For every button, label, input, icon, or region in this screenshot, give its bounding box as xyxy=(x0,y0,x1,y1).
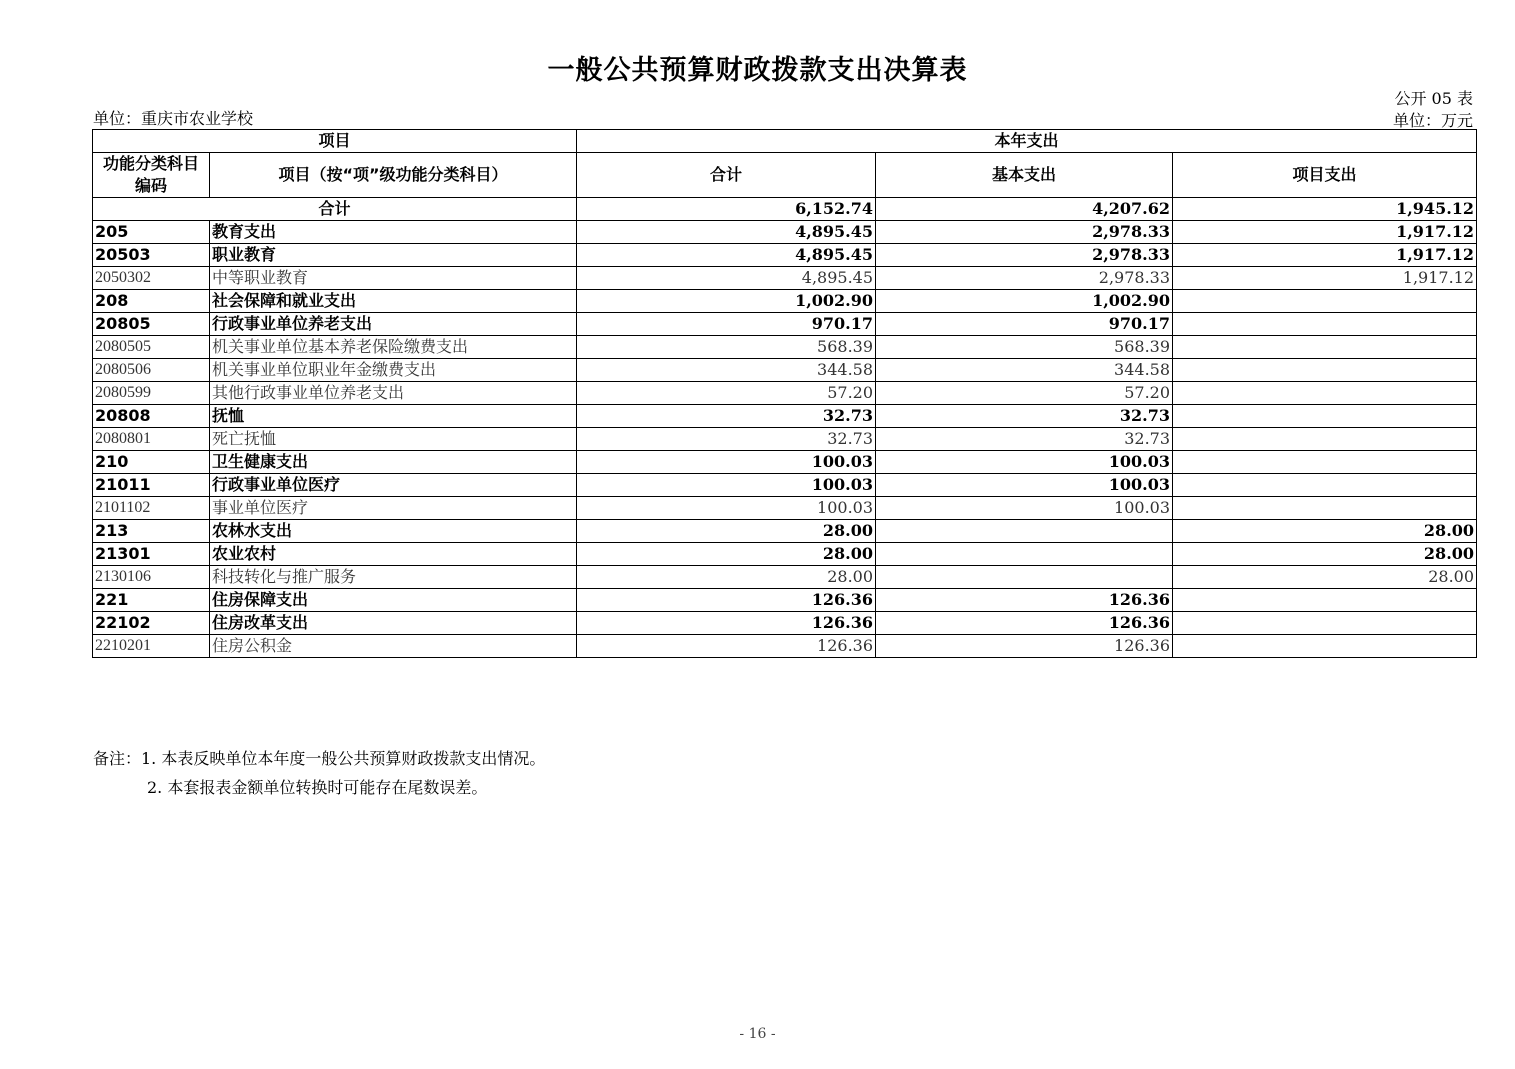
row-name: 住房公积金 xyxy=(210,635,577,658)
row-code: 2080599 xyxy=(93,382,210,405)
table-row xyxy=(93,543,1477,566)
currency-unit: 单位：万元 xyxy=(1392,111,1473,130)
row-name: 卫生健康支出 xyxy=(210,451,577,474)
row-basic: 100.03 xyxy=(876,497,1173,520)
row-code: 2080505 xyxy=(93,336,210,359)
row-project: 28.00 xyxy=(1173,566,1477,589)
row-code: 20808 xyxy=(93,405,210,428)
row-name: 住房保障支出 xyxy=(210,589,577,612)
row-basic: 100.03 xyxy=(876,474,1173,497)
row-name: 农业农村 xyxy=(210,543,577,566)
table-row xyxy=(93,428,1477,451)
row-total: 100.03 xyxy=(577,474,876,497)
row-basic: 2,978.33 xyxy=(876,267,1173,290)
row-total: 57.20 xyxy=(577,382,876,405)
row-project xyxy=(1173,359,1477,382)
row-code: 20805 xyxy=(93,313,210,336)
row-code: 210 xyxy=(93,451,210,474)
row-project: 1,917.12 xyxy=(1173,221,1477,244)
table-row xyxy=(93,566,1477,589)
total-amount: 6,152.74 xyxy=(577,198,876,221)
header-basic: 基本支出 xyxy=(876,153,1173,198)
row-total: 32.73 xyxy=(577,428,876,451)
row-project xyxy=(1173,612,1477,635)
row-total: 4,895.45 xyxy=(577,244,876,267)
row-project xyxy=(1173,290,1477,313)
row-total: 970.17 xyxy=(577,313,876,336)
table-row xyxy=(93,290,1477,313)
row-total: 28.00 xyxy=(577,566,876,589)
table-row xyxy=(93,336,1477,359)
row-basic: 344.58 xyxy=(876,359,1173,382)
header-project-expense: 项目支出 xyxy=(1173,153,1477,198)
row-total: 28.00 xyxy=(577,520,876,543)
header-code: 功能分类科目编码 xyxy=(93,153,210,198)
row-code: 2080506 xyxy=(93,359,210,382)
row-basic: 126.36 xyxy=(876,589,1173,612)
row-code: 2101102 xyxy=(93,497,210,520)
row-project xyxy=(1173,635,1477,658)
table-row xyxy=(93,474,1477,497)
row-code: 2210201 xyxy=(93,635,210,658)
row-basic: 32.73 xyxy=(876,405,1173,428)
row-total: 126.36 xyxy=(577,612,876,635)
row-basic xyxy=(876,566,1173,589)
row-project: 1,917.12 xyxy=(1173,267,1477,290)
row-name: 行政事业单位养老支出 xyxy=(210,313,577,336)
row-basic: 2,978.33 xyxy=(876,221,1173,244)
row-total: 4,895.45 xyxy=(577,267,876,290)
row-code: 2130106 xyxy=(93,566,210,589)
row-basic: 57.20 xyxy=(876,382,1173,405)
row-name: 社会保障和就业支出 xyxy=(210,290,577,313)
table-row xyxy=(93,382,1477,405)
row-total: 1,002.90 xyxy=(577,290,876,313)
row-name: 教育支出 xyxy=(210,221,577,244)
row-project xyxy=(1173,405,1477,428)
row-project xyxy=(1173,382,1477,405)
row-name: 行政事业单位医疗 xyxy=(210,474,577,497)
row-name: 住房改革支出 xyxy=(210,612,577,635)
table-row xyxy=(93,612,1477,635)
table-row xyxy=(93,451,1477,474)
table-row xyxy=(93,589,1477,612)
header-item: 项目（按“项”级功能分类科目） xyxy=(210,153,577,198)
row-code: 21011 xyxy=(93,474,210,497)
table-row xyxy=(93,635,1477,658)
header-project: 项目 xyxy=(93,130,577,153)
row-total: 28.00 xyxy=(577,543,876,566)
note-2: 2. 本套报表金额单位转换时可能存在尾数误差。 xyxy=(147,778,488,797)
row-name: 职业教育 xyxy=(210,244,577,267)
row-code: 20503 xyxy=(93,244,210,267)
row-code: 2050302 xyxy=(93,267,210,290)
header-row-2 xyxy=(93,153,1477,198)
form-number: 公开 05 表 xyxy=(1394,89,1473,108)
row-name: 事业单位医疗 xyxy=(210,497,577,520)
row-project xyxy=(1173,589,1477,612)
row-name: 中等职业教育 xyxy=(210,267,577,290)
row-name: 机关事业单位基本养老保险缴费支出 xyxy=(210,336,577,359)
total-label: 合计 xyxy=(93,198,577,221)
row-total: 100.03 xyxy=(577,451,876,474)
row-name: 机关事业单位职业年金缴费支出 xyxy=(210,359,577,382)
row-code: 205 xyxy=(93,221,210,244)
row-total: 126.36 xyxy=(577,589,876,612)
reporting-unit: 单位：重庆市农业学校 xyxy=(93,109,254,128)
row-project: 28.00 xyxy=(1173,543,1477,566)
notes xyxy=(93,744,545,802)
row-total: 32.73 xyxy=(577,405,876,428)
page-number: - 16 - xyxy=(739,1026,776,1042)
header-total: 合计 xyxy=(577,153,876,198)
row-basic: 126.36 xyxy=(876,612,1173,635)
table-row xyxy=(93,267,1477,290)
row-name: 科技转化与推广服务 xyxy=(210,566,577,589)
row-basic: 568.39 xyxy=(876,336,1173,359)
row-code: 213 xyxy=(93,520,210,543)
row-code: 22102 xyxy=(93,612,210,635)
row-total: 100.03 xyxy=(577,497,876,520)
header-year-expense: 本年支出 xyxy=(577,130,1477,153)
table-row xyxy=(93,221,1477,244)
row-name: 死亡抚恤 xyxy=(210,428,577,451)
row-basic: 1,002.90 xyxy=(876,290,1173,313)
table-row xyxy=(93,359,1477,382)
total-row xyxy=(93,198,1477,221)
row-basic: 970.17 xyxy=(876,313,1173,336)
page-title: 一般公共预算财政拨款支出决算表 xyxy=(547,55,968,86)
row-basic: 32.73 xyxy=(876,428,1173,451)
row-code: 21301 xyxy=(93,543,210,566)
expenditure-table xyxy=(92,129,1477,658)
table-row xyxy=(93,405,1477,428)
row-name: 抚恤 xyxy=(210,405,577,428)
table-row xyxy=(93,520,1477,543)
row-name: 其他行政事业单位养老支出 xyxy=(210,382,577,405)
table-row xyxy=(93,497,1477,520)
row-project xyxy=(1173,474,1477,497)
row-basic: 2,978.33 xyxy=(876,244,1173,267)
row-project xyxy=(1173,428,1477,451)
row-basic: 126.36 xyxy=(876,635,1173,658)
row-project: 1,917.12 xyxy=(1173,244,1477,267)
row-name: 农林水支出 xyxy=(210,520,577,543)
row-project xyxy=(1173,497,1477,520)
table-row xyxy=(93,313,1477,336)
table-row xyxy=(93,244,1477,267)
header-row-1 xyxy=(93,130,1477,153)
row-project xyxy=(1173,313,1477,336)
row-project: 28.00 xyxy=(1173,520,1477,543)
row-project xyxy=(1173,336,1477,359)
total-project: 1,945.12 xyxy=(1173,198,1477,221)
row-total: 568.39 xyxy=(577,336,876,359)
total-basic: 4,207.62 xyxy=(876,198,1173,221)
row-basic xyxy=(876,520,1173,543)
row-project xyxy=(1173,451,1477,474)
note-1: 备注：1. 本表反映单位本年度一般公共预算财政拨款支出情况。 xyxy=(93,749,546,768)
row-total: 126.36 xyxy=(577,635,876,658)
row-total: 4,895.45 xyxy=(577,221,876,244)
row-code: 221 xyxy=(93,589,210,612)
row-basic xyxy=(876,543,1173,566)
row-code: 2080801 xyxy=(93,428,210,451)
row-code: 208 xyxy=(93,290,210,313)
row-total: 344.58 xyxy=(577,359,876,382)
row-basic: 100.03 xyxy=(876,451,1173,474)
